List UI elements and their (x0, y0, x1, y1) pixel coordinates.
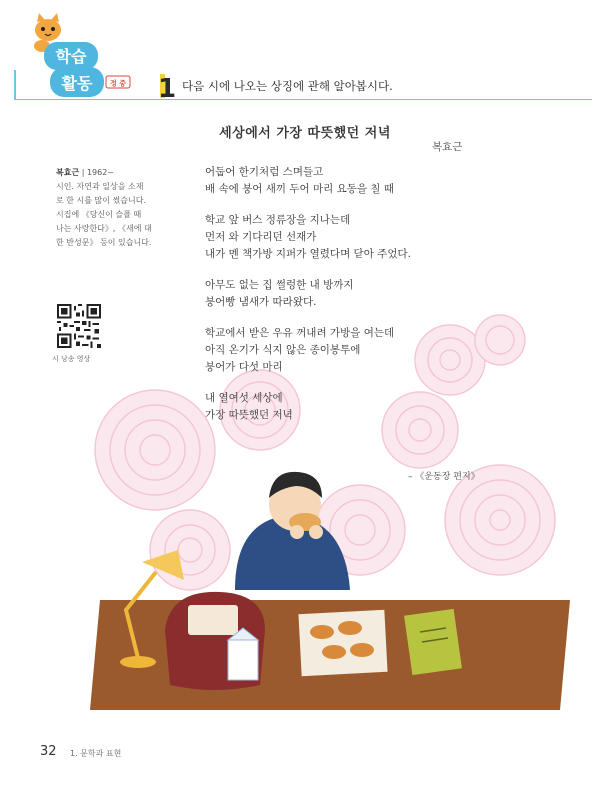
author-note-line: 시인. 자연과 일상을 소재 (56, 182, 144, 191)
poem-line: 붕어빵 냄새가 따라왔다. (205, 296, 317, 308)
poem-line: 가장 따뜻했던 저녁 (205, 409, 293, 421)
learning-activity-badge (22, 12, 132, 102)
poem-line: 배 속에 붕어 새끼 두어 마리 요동을 칠 때 (205, 183, 394, 195)
author-note-line: 한 반성문》 등이 있습니다. (56, 238, 152, 247)
author-note-header (56, 166, 152, 180)
poem-line: 학교에서 받은 우유 꺼내려 가방을 여는데 (205, 327, 395, 339)
bungeoppang-paper-icon (298, 610, 387, 676)
author-note-line: 로 한 시를 많이 썼습니다. (56, 196, 146, 205)
poem-line: 붕어가 다섯 마리 (205, 361, 283, 373)
poem-line: 학교 앞 버스 정류장을 지나는데 (205, 214, 351, 226)
poem-body (205, 164, 545, 438)
author-note-line: 시집에 《당신이 슬플 때 (56, 210, 142, 219)
question-number: 1 (158, 74, 177, 104)
header-vertical-rule (14, 70, 16, 100)
green-notebook-icon (404, 609, 462, 675)
poem-stanza (205, 277, 545, 311)
chapter-label: 1. 문학과 표현 (70, 749, 122, 758)
poem-line: 먼저 와 기다리던 선재가 (205, 231, 317, 243)
poem-line: 아무도 없는 집 썰렁한 내 방까지 (205, 279, 354, 291)
poem-stanza (205, 325, 545, 376)
author-note-years: | 1962~ (79, 168, 115, 177)
poem-line: 아직 온기가 식지 않은 종이봉투에 (205, 344, 361, 356)
poem-author: 복효근 (432, 141, 463, 153)
badge-tag: 정 중 (110, 79, 126, 88)
qr-caption: 시 낭송 영상 (52, 355, 91, 363)
poem-title: 세상에서 가장 따뜻했던 저녁 (219, 126, 391, 141)
poem-stanza (205, 164, 545, 198)
poem-source: – 《운동장 편지》 (408, 472, 480, 482)
badge-line2: 활동 (61, 74, 93, 93)
author-sidebar-note (56, 166, 152, 250)
question-text: 다음 시에 나오는 상징에 관해 알아봅시다. (182, 79, 393, 93)
milk-carton-icon (228, 628, 258, 680)
poem-line: 내 열여섯 세상에 (205, 392, 283, 404)
poem-line: 내가 멘 책가방 지퍼가 열렸다며 닫아 주었다. (205, 248, 411, 260)
poem-stanza (205, 212, 545, 263)
poem-line: 어둡어 한기처럼 스며들고 (205, 166, 324, 178)
page-number: 32 (40, 744, 57, 759)
poem-stanza (205, 390, 545, 424)
badge-line1: 학습 (55, 47, 87, 66)
author-note-name: 복효근 (56, 168, 80, 177)
author-note-line: 나는 사랑한다》, 《새에 대 (56, 224, 152, 233)
